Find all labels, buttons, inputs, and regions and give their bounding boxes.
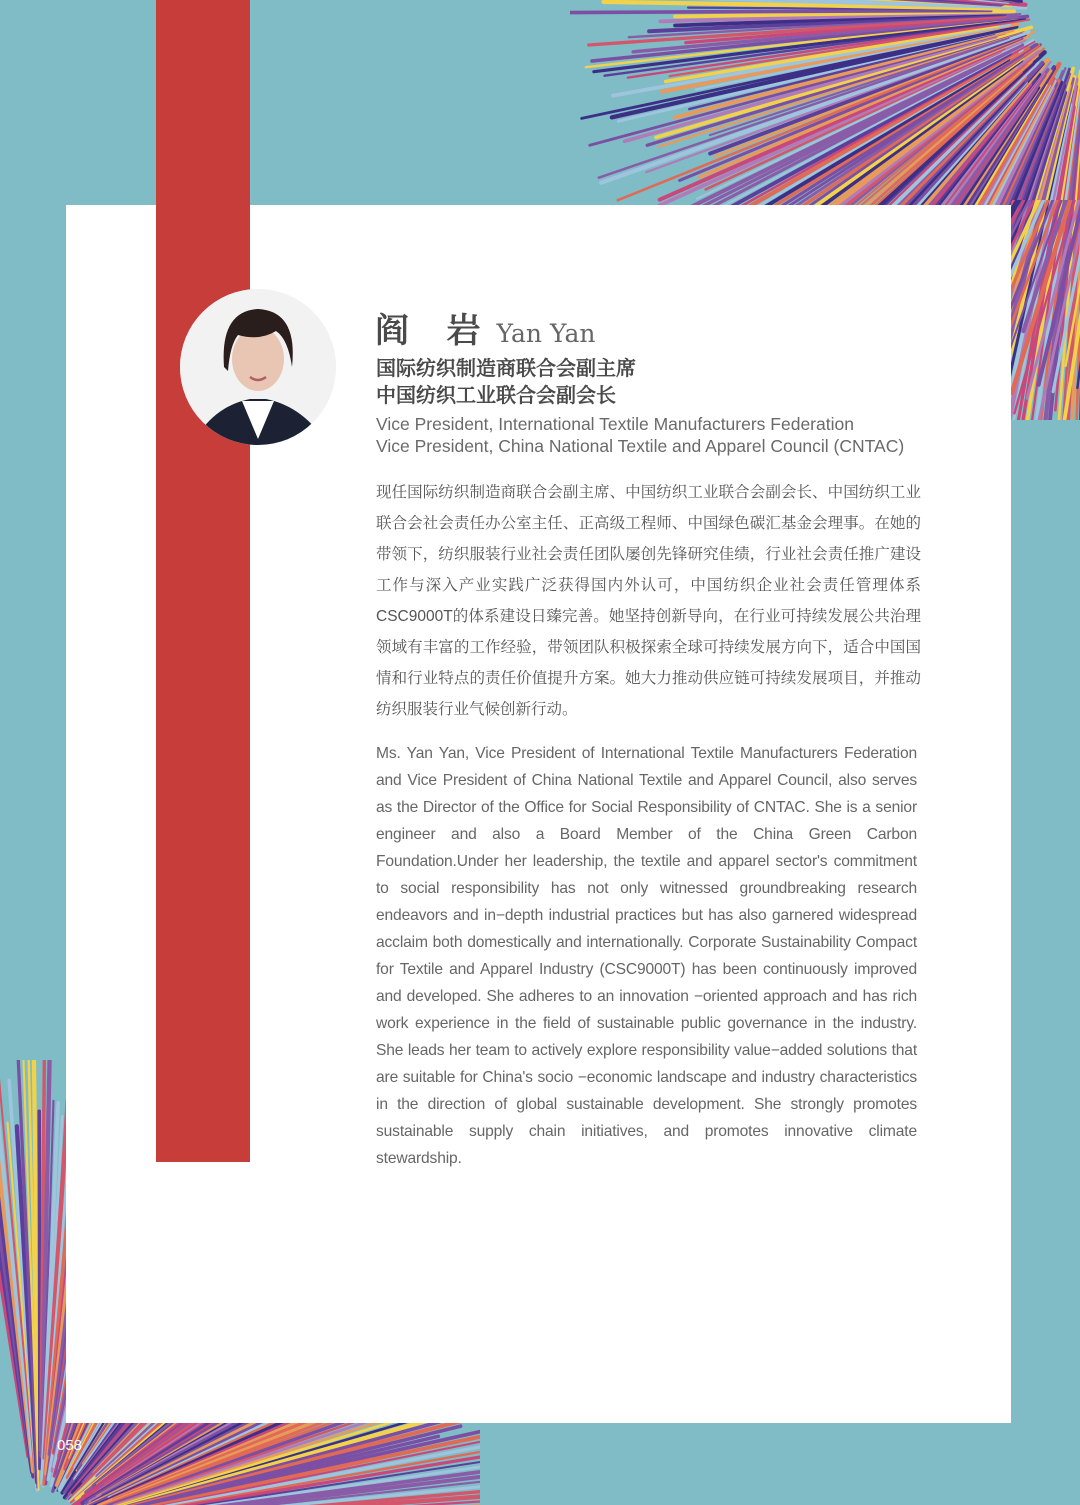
accent-bar — [156, 0, 250, 1162]
title-cn-2: 中国纺织工业联合会副会长 — [376, 385, 616, 407]
biography-chinese: 现任国际纺织制造商联合会副主席、中国纺织工业联合会副会长、中国纺织工业联合会社会责任办公室主任、正高级工程师、中国绿色碳汇基金会理事。在她的带领下，纺织服装行业社会责任团队屡创先锋研究佳绩，行业社会责任推广建设工作与深入产业实践广泛获得国内外认可，中国纺织企业社会责任管理体系CSC9000T的体系建设日臻完善。她坚持创新导向，在行业可持续发展公共治理领域有丰富的工作经验，带领团队积极探索全球可持续发展方向下，适合中国国情和行业特点的责任价值提升方案。她大力推动供应链可持续发展项目，并推动纺织服装行业气候创新行动。 — [376, 484, 921, 718]
decorative-radial-lines-right — [1011, 200, 1080, 420]
name-chinese: 阎 岩 — [375, 312, 495, 350]
name-english: Yan Yan — [496, 319, 596, 348]
portrait-photo — [180, 289, 336, 445]
title-en-1: Vice President, International Textile Manufacturers Federation — [376, 414, 854, 434]
titles-chinese — [376, 356, 636, 410]
page-number: 058 — [57, 1437, 83, 1454]
title-cn-1: 国际纺织制造商联合会副主席 — [376, 358, 636, 380]
person-name — [375, 303, 596, 352]
title-en-2: Vice President, China National Textile and Apparel Council (CNTAC) — [376, 436, 905, 456]
titles-english — [376, 413, 904, 457]
biography-english: Ms. Yan Yan, Vice President of International Textile Manufacturers Federation and Vice President of China National Textile and Apparel Council, also serves as the Director of the Office for Social Responsibility of CNTAC. She is a senior engineer and also a Board Member of the China Green Carbon Foundation.Under her leadership, the textile and apparel sector's commitment to social responsibility has not only witnessed groundbreaking research endeavors and in−depth industrial practices but has also garnered widespread acclaim both domestically and internationally. Corporate Sustainability Compact for Textile and Apparel Industry (CSC9000T) has been continuously improved and developed. She adheres to an innovation −oriented approach and has rich work experience in the field of sustainable public governance in the industry. She leads her team to actively explore responsibility value−added solutions that are suitable for China's socio −economic landscape and industry characteristics in the direction of global sustainable development. She strongly promotes sustainable supply chain initiatives, and promotes innovative climate stewardship. — [376, 745, 917, 1167]
